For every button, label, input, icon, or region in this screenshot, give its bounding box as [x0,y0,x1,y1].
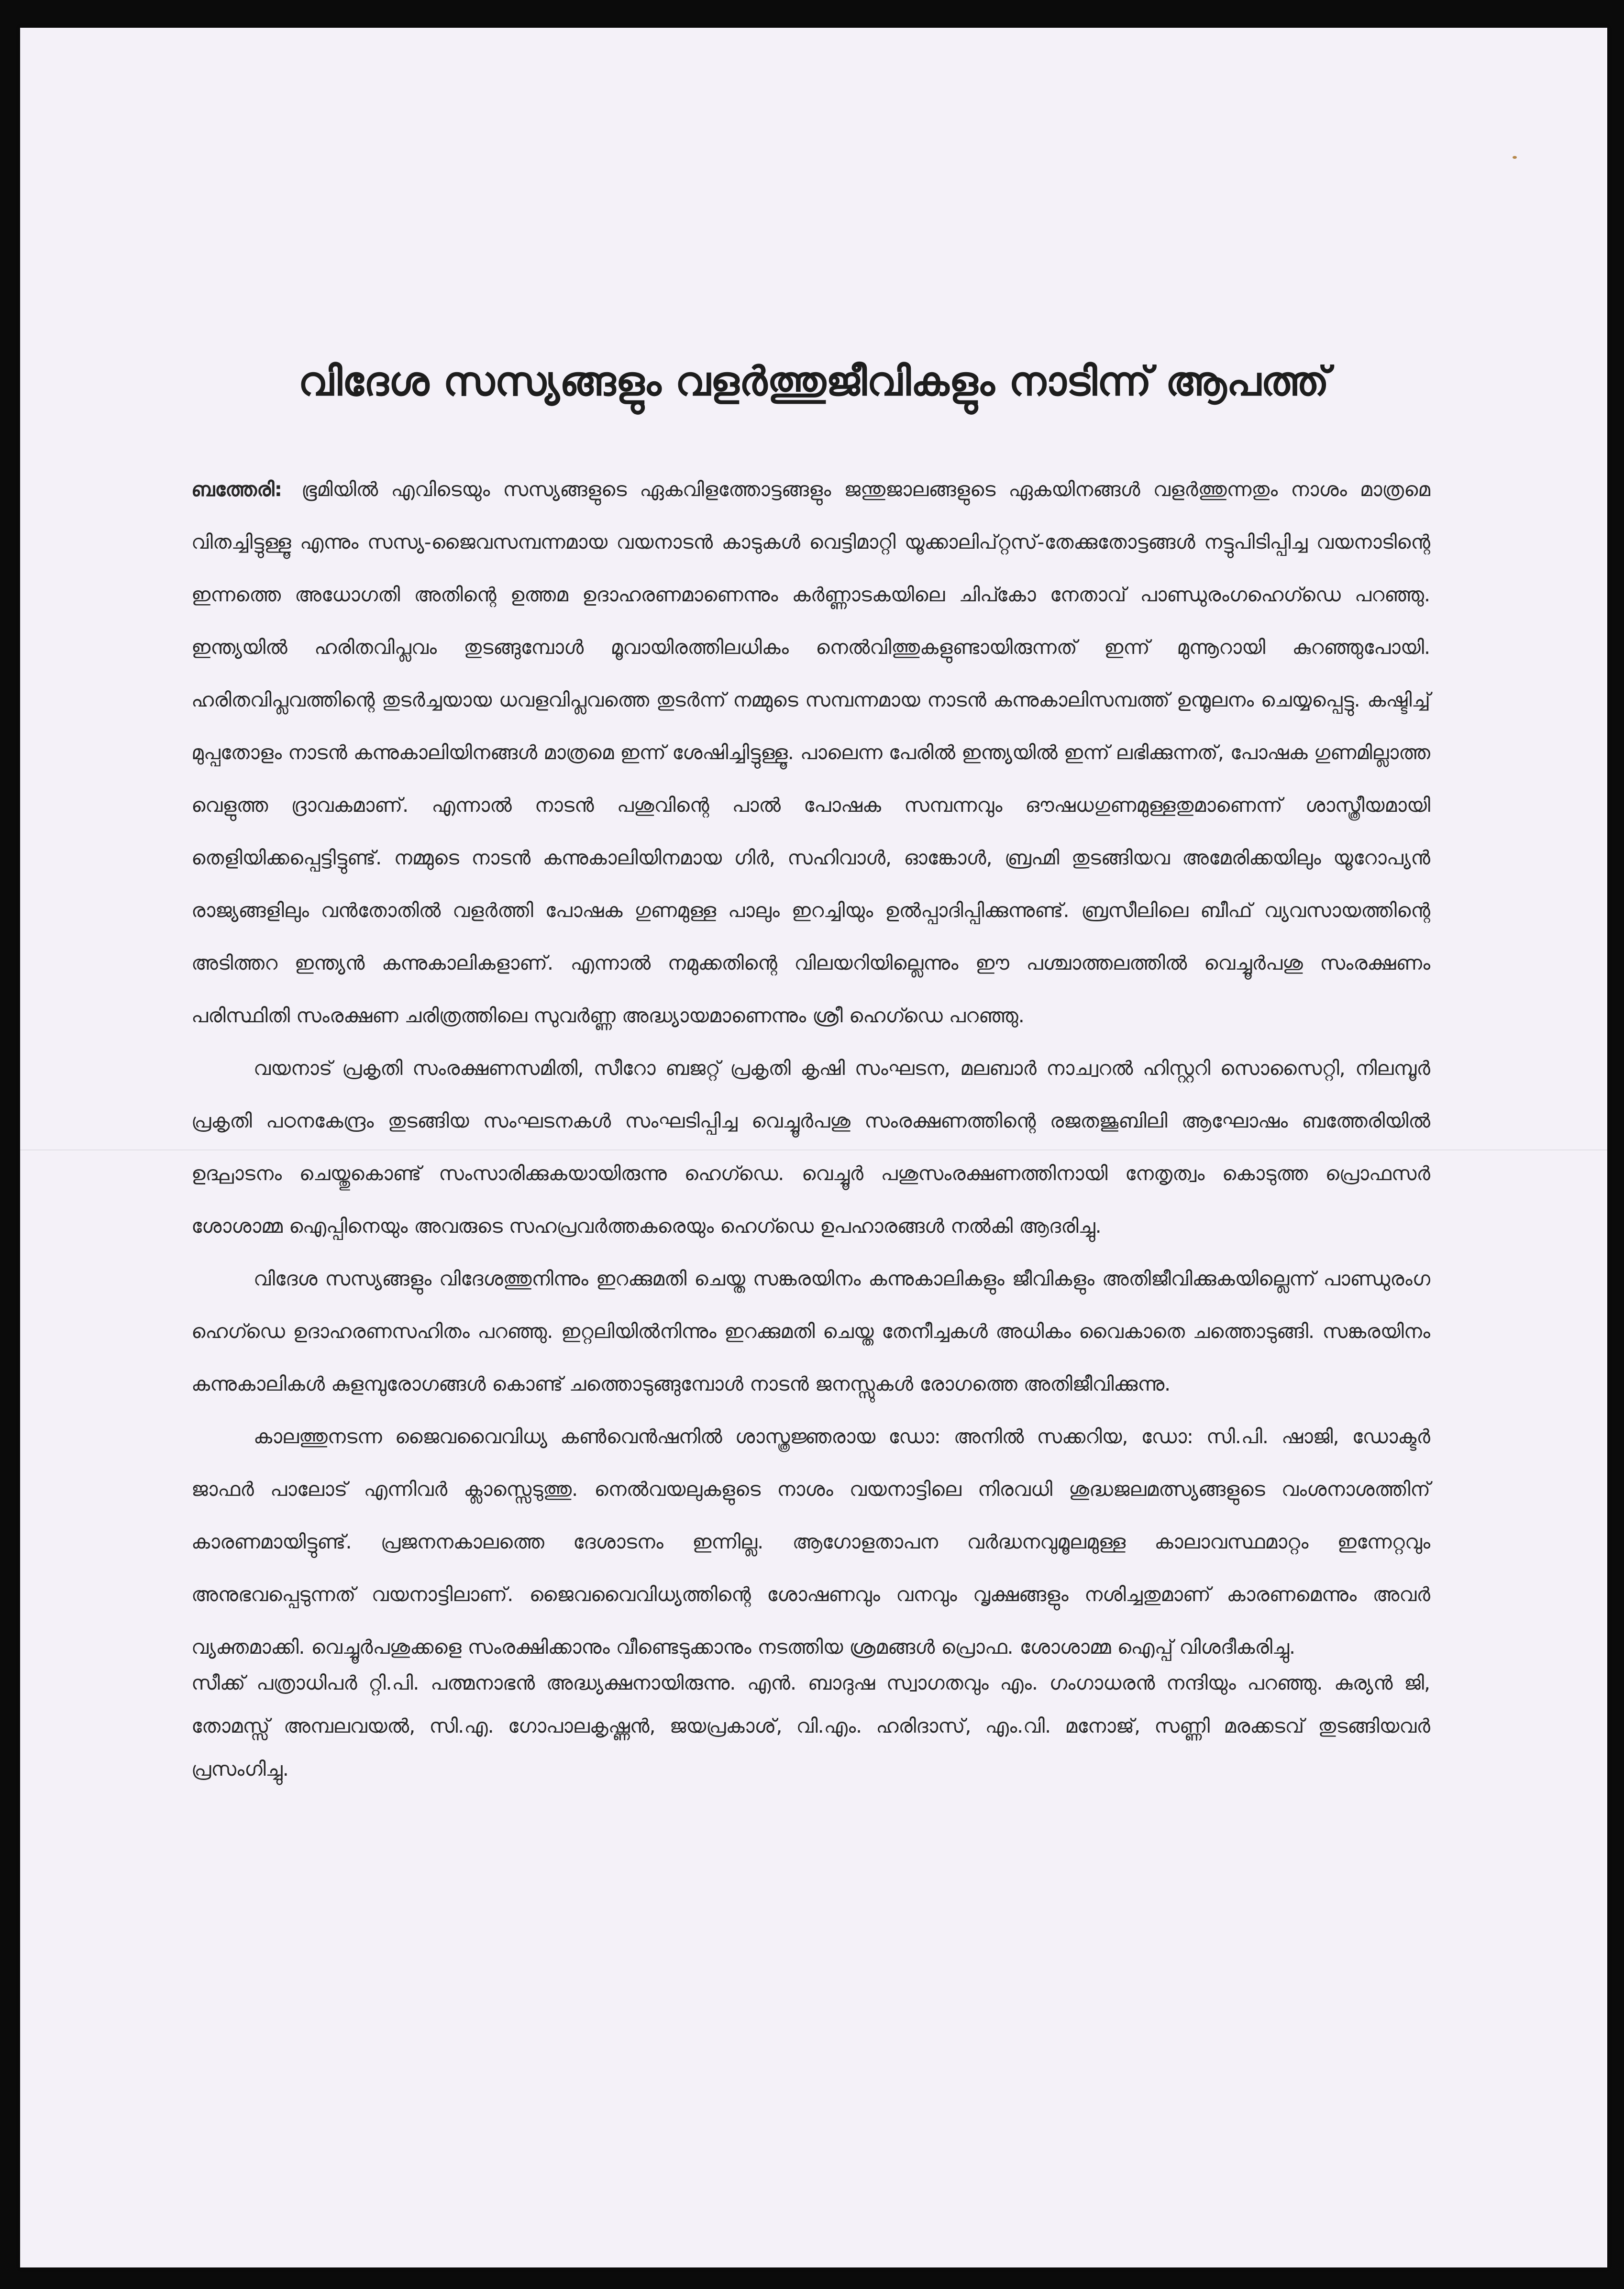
article-paragraph-2: വയനാട് പ്രകൃതി സംരക്ഷണസമിതി, സീറോ ബജറ്റ് പ്രകൃതി കൃഷി സംഘടന, മലബാർ നാച്വറൽ ഹിസ്റ്ററി സൊസൈറ്റി, നിലമ്പൂർ പ്രകൃതി പഠനകേന്ദ്രം തുടങ്ങിയ സംഘടനകൾ സംഘടിപ്പിച്ച വെച്ചൂർപശു സംരക്ഷണത്തിന്റെ രജതജൂബിലി ആഘോഷം ബത്തേരിയിൽ ഉദ്ഘാടനം ചെയ്തുകൊണ്ട് സംസാരിക്കുകയായിരുന്നു ഹെഗ്ഡെ. വെച്ചൂർ പശുസംരക്ഷണത്തിനായി നേതൃത്വം കൊടുത്ത പ്രൊഫസർ ശോശാമ്മ ഐപ്പിനെയും അവരുടെ സഹപ്രവർത്തകരെയും ഹെഗ്ഡെ ഉപഹാരങ്ങൾ നൽകി ആദരിച്ചു. [191,1057,1430,1238]
article-paragraph-1 [191,463,1430,1042]
dateline: ബത്തേരി: [191,478,283,501]
article-body [191,463,1430,2042]
paper-speck [1513,156,1517,159]
article-paragraph-5: സീക്ക് പത്രാധിപർ റ്റി.പി. പത്മനാഭൻ അദ്ധ്യക്ഷനായിരുന്നു. എൻ. ബാദുഷ സ്വാഗതവും എം. ഗംഗാധരൻ നന്ദിയും പറഞ്ഞു. കുര്യൻ ജി, തോമസ്സ് അമ്പലവയൽ, സി.എ. ഗോപാലകൃഷ്ണൻ, ജയപ്രകാശ്, വി.എം. ഹരിദാസ്, എം.വി. മനോജ്, സണ്ണി മരക്കടവ് തുടങ്ങിയവർ പ്രസംഗിച്ചു. [191,1671,1430,1780]
paragraph-1-text: ഭൂമിയിൽ എവിടെയും സസ്യങ്ങളുടെ ഏകവിളത്തോട്ടങ്ങളും ജന്തുജാലങ്ങളുടെ ഏകയിനങ്ങൾ വളർത്തുന്നതും നാശം മാത്രമെ വിതച്ചിട്ടുള്ളൂ എന്നും സസ്യ-ജൈവസമ്പന്നമായ വയനാടൻ കാടുകൾ വെട്ടിമാറ്റി യൂക്കാലിപ്റ്റസ്-തേക്കുതോട്ടങ്ങൾ നട്ടുപിടിപ്പിച്ച വയനാടിന്റെ ഇന്നത്തെ അധോഗതി അതിന്റെ ഉത്തമ ഉദാഹരണമാണെന്നും കർണ്ണാടകയിലെ ചിപ്കോ നേതാവ് പാണ്ഡുരംഗഹെഗ്ഡെ പറഞ്ഞു. ഇന്ത്യയിൽ ഹരിതവിപ്ലവം തുടങ്ങുമ്പോൾ മൂവായിരത്തിലധികം നെൽവിത്തുകളുണ്ടായിരുന്നത് ഇന്ന് മുന്നൂറായി കുറഞ്ഞുപോയി. ഹരിതവിപ്ലവത്തിന്റെ തുടർച്ചയായ ധവളവിപ്ലവത്തെ തുടർന്ന് നമ്മുടെ സമ്പന്നമായ നാടൻ കന്നുകാലിസമ്പത്ത് ഉന്മൂലനം ചെയ്യപ്പെട്ടു. കഷ്ടിച്ച് മുപ്പതോളം നാടൻ കന്നുകാലിയിനങ്ങൾ മാത്രമെ ഇന്ന് ശേഷിച്ചിട്ടുള്ളൂ. പാലെന്ന പേരിൽ ഇന്ത്യയിൽ ഇന്ന് ലഭിക്കുന്നത്, പോഷക ഗുണമില്ലാത്ത വെളുത്ത ദ്രാവകമാണ്. എന്നാൽ നാടൻ പശുവിന്റെ പാൽ പോഷക സമ്പന്നവും ഔഷധഗുണമുള്ളതുമാണെന്ന് ശാസ്ത്രീയമായി തെളിയിക്കപ്പെട്ടിട്ടുണ്ട്. നമ്മുടെ നാടൻ കന്നുകാലിയിനമായ ഗിർ, സഹിവാൾ, ഓങ്കോൾ, ബ്രഹ്മി തുടങ്ങിയവ അമേരിക്കയിലും യൂറോപ്യൻ രാജ്യങ്ങളിലും വൻതോതിൽ വളർത്തി പോഷക ഗുണമുള്ള പാലും ഇറച്ചിയും ഉൽപ്പാദിപ്പിക്കുന്നുണ്ട്. ബ്രസീലിലെ ബീഫ് വ്യവസായത്തിന്റെ അടിത്തറ ഇന്ത്യൻ കന്നുകാലികളാണ്. എന്നാൽ നമുക്കതിന്റെ വിലയറിയില്ലെന്നും ഈ പശ്ചാത്തലത്തിൽ വെച്ചൂർപശു സംരക്ഷണം പരിസ്ഥിതി സംരക്ഷണ ചരിത്രത്തിലെ സുവർണ്ണ അദ്ധ്യായമാണെന്നും ശ്രീ ഹെഗ്ഡെ പറഞ്ഞു. [191,478,1430,1027]
paper-sheet [20,28,1607,2267]
article-headline: വിദേശ സസ്യങ്ങളും വളർത്തുജീവികളും നാടിന്ന് ആപത്ത് [298,358,1329,405]
article-paragraph-4: കാലത്തുനടന്ന ജൈവവൈവിധ്യ കൺവെൻഷനിൽ ശാസ്ത്രജ്ഞരായ ഡോ: അനിൽ സക്കറിയ, ഡോ: സി.പി. ഷാജി, ഡോക്ടർ ജാഫർ പാലോട് എന്നിവർ ക്ലാസ്സെടുത്തു. നെൽവയലുകളുടെ നാശം വയനാട്ടിലെ നിരവധി ശുദ്ധജലമത്സ്യങ്ങളുടെ വംശനാശത്തിന് കാരണമായിട്ടുണ്ട്. പ്രജനനകാലത്തെ ദേശാടനം ഇന്നില്ല. ആഗോളതാപന വർദ്ധനവുമൂലമുള്ള കാലാവസ്ഥമാറ്റം ഇന്നേറ്റവും അനുഭവപ്പെടുന്നത് വയനാട്ടിലാണ്. ജൈവവൈവിധ്യത്തിന്റെ ശോഷണവും വനവും വൃക്ഷങ്ങളും നശിച്ചതുമാണ് കാരണമെന്നും അവർ വ്യക്തമാക്കി. വെച്ചൂർപശുക്കളെ സംരക്ഷിക്കാനും വീണ്ടെടുക്കാനും നടത്തിയ ശ്രമങ്ങൾ പ്രൊഫ. ശോശാമ്മ ഐപ്പ് വിശദീകരിച്ചു. [191,1425,1430,1659]
article-paragraph-3: വിദേശ സസ്യങ്ങളും വിദേശത്തുനിന്നും ഇറക്കുമതി ചെയ്ത സങ്കരയിനം കന്നുകാലികളും ജീവികളും അതിജീവിക്കുകയില്ലെന്ന് പാണ്ഡുരംഗ ഹെഗ്ഡെ ഉദാഹരണസഹിതം പറഞ്ഞു. ഇറ്റലിയിൽനിന്നും ഇറക്കുമതി ചെയ്ത തേനീച്ചകൾ അധികം വൈകാതെ ചത്തൊടുങ്ങി. സങ്കരയിനം കന്നുകാലികൾ കുളമ്പുരോഗങ്ങൾ കൊണ്ട് ചത്തൊടുങ്ങുമ്പോൾ നാടൻ ജനസ്സുകൾ രോഗത്തെ അതിജീവിക്കുന്നു. [191,1267,1430,1395]
